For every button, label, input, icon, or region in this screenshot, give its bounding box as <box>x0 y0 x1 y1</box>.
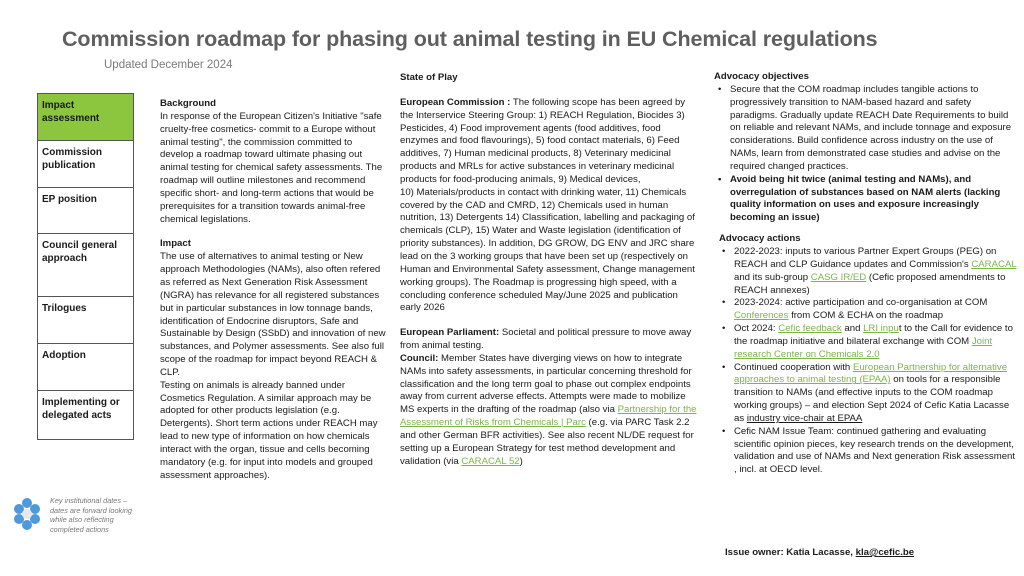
stage-commission-publication: Commission publication <box>37 140 134 188</box>
council-paragraph <box>400 353 698 469</box>
action-item-5: • Cefic NAM Issue Team: continued gathering and evaluating scientific opinion pieces, key research trends on the development, validation and use of NAMs and Next generation Risk assessment , incl. at OECD level. <box>718 426 1020 477</box>
ep-label: European Parliament: <box>400 327 500 339</box>
action-item-3 <box>718 323 1020 362</box>
state-of-play-column <box>400 72 698 468</box>
parc-link[interactable]: Partnership for the Assessment of Risks from Chemicals | Parc <box>400 404 697 429</box>
issue-owner <box>725 547 914 558</box>
owner-email-link[interactable]: kla@cefic.be <box>855 547 915 558</box>
objectives-list <box>714 84 1020 225</box>
impact-heading: Impact <box>160 238 191 250</box>
objective-item-2: • Avoid being hit twice (animal testing and NAMs), and overregulation of substances based on NAM alerts (lacking quality information on uses and exposure increasingly becoming an issue) <box>714 174 1020 225</box>
council-text: Member States have diverging views on how to integrate NAMs into safety assessments, in particular concerning threshold for classification and the long term goal to phase out complex endpoints away from current adverse effects. Attempts were made to mobilize MS experts in the drafting of the roadmap (also via <box>400 352 692 416</box>
ec-text: The following scope has been agreed by the Interservice Steering Group: 1) REACH Regulation, Biocides 3) Pesticides, 4) Food improvement agents (food additives, food enzymes and food flavourings), 5) food contact materials, 6) Feed additives, 7) Human medicinal products, 8) Veterinary medicinal products and MRLs for active substances in veterinary medicinal products for food-producing animals, 9) Medical devices, <box>400 96 686 185</box>
flower-logo-icon <box>5 485 49 545</box>
council-text-2: (e.g. via PARC Task 2.2 and other German BFR activities). See also recent NL/DE request for setting up a European Strategy for test method development and validation (via <box>400 417 694 467</box>
ec-paragraph-2: 10) Materials/products in contact with drinking water, 11) Chemicals covered by the CAD and CMRD, 12) Chemicals used in human nutrition, 13) Detergents 14) Classification, labelling and packaging of chemicals (CLP), 15) Water and Waste legislation (identification of priority substances). In addition, DG GROW, DG ENV and JRC share lead on the 3 working groups that have been set up (respectively on Human and Environmental Safety assessment, Change management working groups). The Roadmap is progressing high speed, with a concluding conference scheduled May/June 2025 and publication early 2026 <box>400 186 695 314</box>
background-text: In response of the European Citizen's Initiative "safe cruelty-free cosmetics- commit to a Europe without animal testing", the commission committed to develop a roadmap toward ultimate phasing out animal testing for chemical safety assessments. The roadmap will outline milestones and recommend specific short- and long-term actions that would be prerequisites for a transition towards animal-free chemical legislations. <box>160 110 383 225</box>
casg-link[interactable]: CASG IR/ED <box>810 271 867 283</box>
page-subtitle: Updated December 2024 <box>104 59 233 71</box>
action-1-text: 2022-2023: inputs to various Partner Expert Groups (PEG) on REACH and CLP Guidance updates and Commission's <box>734 245 997 270</box>
epaa-link[interactable]: European Partnership for alternative approaches to animal testing (EPAA) <box>734 361 1008 386</box>
ep-text: Societal and political pressure to move away from animal testing. <box>400 327 692 352</box>
stage-council-general-approach: Council general approach <box>37 233 134 297</box>
conferences-link[interactable]: Conferences <box>734 310 789 322</box>
caracal-link[interactable]: CARACAL <box>971 258 1017 270</box>
cefic-feedback-link[interactable]: Cefic feedback <box>778 323 842 335</box>
action-item-1 <box>718 246 1020 297</box>
advocacy-objectives-heading: Advocacy objectives <box>714 71 809 82</box>
action-3-mid: and <box>841 323 864 335</box>
lri-input-link[interactable]: LRI inpu <box>863 323 899 335</box>
action-3-post: t to the Call for evidence to the roadmap initiative and bilateral exchange with COM <box>734 323 1013 347</box>
action-4-mid: on tools for a responsible transition to NAMs (and effective inputs to the COM roadmap working groups) – and election Sept 2024 of Cefic Katia Lacasse as <box>734 374 1010 424</box>
jrc-link[interactable]: Joint research Center on Chemicals 2.0 <box>734 335 993 360</box>
stage-impact-assessment: Impact assessment <box>37 93 134 141</box>
ec-label: European Commission : <box>400 96 511 108</box>
action-1-mid: and its sub-group <box>734 271 811 283</box>
actions-list <box>714 246 1020 477</box>
impact-text-1: The use of alternatives to animal testing or New approach Methodologies (NAMs), also often refered as referred as Next Generation Risk Assessment (NGRA) has relevance for all registered substances but in particular substances in low tonnage bands, identification of Endocrine disruptors, Safe and Sustainable by Design (SSbD) and innovation of new substances, and Polymer assessments. See also full scope of the roadmap for impact beyond REACH & CLP. <box>160 251 386 378</box>
ec-paragraph <box>400 97 698 187</box>
ep-paragraph <box>400 327 698 353</box>
page-title: Commission roadmap for phasing out animal testing in EU Chemical regulations <box>62 27 878 51</box>
stage-list <box>37 93 134 439</box>
action-2-post: from COM & ECHA on the roadmap <box>788 310 944 322</box>
advocacy-column <box>714 71 1020 477</box>
action-4-text: Continued cooperation with <box>734 361 853 373</box>
caracal-52-link[interactable]: CARACAL 52 <box>461 455 520 467</box>
vice-chair-text: industry vice-chair at EPAA <box>746 412 863 424</box>
state-of-play-heading: State of Play <box>400 72 458 83</box>
background-heading: Background <box>160 98 216 109</box>
objective-item-1: • Secure that the COM roadmap includes tangible actions to progressively transition to NAM-based hazard and safety paradigms. Gradually update REACH Date Requirements to build on reliable and relevant NAMs, and include tonnage and exposure considerations. Build confidence across industry on the use of NAMs, learn from demonstrated case studies and advise on the required changed practices. <box>714 84 1020 174</box>
action-2-text: 2023-2024: active participation and co-organisation at COM <box>734 297 988 309</box>
stage-trilogues: Trilogues <box>37 296 134 344</box>
impact-text-2: Testing on animals is already banned under Cosmetics Regulation. A similar approach may be adopted for other products legislation (e.g. Detergents). Short term actions under REACH may lead to new type of information on how chemicals interact with the organ, tissue and cells becoming mandatory (e.g. for input into models and grouped assessment approaches). <box>160 379 378 481</box>
advocacy-actions-heading: Advocacy actions <box>719 233 801 245</box>
action-1-post: (Cefic proposed amendments to REACH annexes) <box>734 271 1006 296</box>
background-impact-column <box>160 98 388 482</box>
owner-label: Issue owner: Katia Lacasse, <box>725 547 856 558</box>
stage-implementing-acts: Implementing or delegated acts <box>37 390 134 440</box>
action-item-2 <box>718 297 1020 323</box>
action-item-4 <box>718 362 1020 426</box>
action-3-text: Oct 2024: <box>734 323 779 335</box>
council-text-3: ) <box>519 455 523 467</box>
stage-adoption: Adoption <box>37 343 134 391</box>
stage-ep-position: EP position <box>37 187 134 234</box>
side-note: Key institutional dates – dates are forward looking while also reflecting completed actions <box>50 496 132 534</box>
council-label: Council: <box>400 352 439 364</box>
